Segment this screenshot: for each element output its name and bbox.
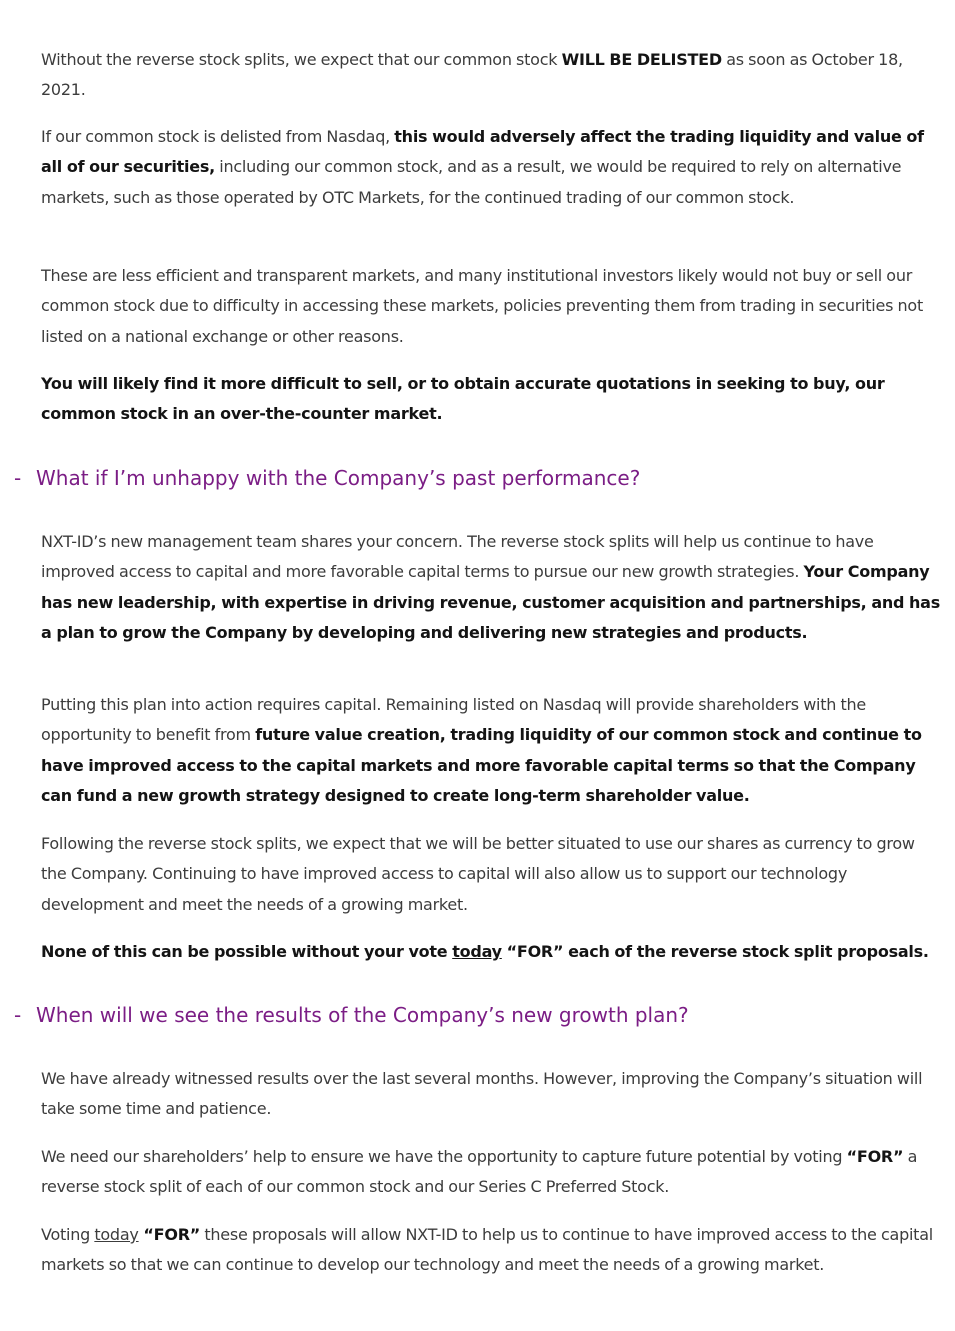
for-emphasis: “FOR”	[846, 1147, 904, 1166]
today-underline: today	[452, 942, 502, 961]
heading-text: What if I’m unhappy with the Company’s past performance?	[36, 466, 641, 490]
capital-plan-paragraph: Putting this plan into action requires capital. Remaining listed on Nasdaq will provide shareholders with the opportunity to benefit from future value creation, trading liquidity of our common stock and continue to have improved access to the capital markets and more favorable capital terms so that the Company can fund a new growth strategy designed to create long-term shareholder value.	[41, 695, 922, 805]
value-creation-emphasis: future value creation, trading liquidity of our common stock and continue to have improved access to the capital markets and more favorable capital terms so that the Company can fund a new growth strategy designed to create long-term shareholder value.	[41, 725, 922, 805]
today-underline: today	[94, 1225, 139, 1244]
heading-text: When will we see the results of the Company’s new growth plan?	[36, 1003, 689, 1027]
difficulty-selling-paragraph: You will likely find it more difficult to sell, or to obtain accurate quotations in seeking to buy, our common stock in an over-the-counter market.	[41, 374, 885, 424]
delisted-emphasis: WILL BE DELISTED	[561, 50, 722, 69]
for-emphasis: “FOR”	[138, 1225, 201, 1244]
voting-today-paragraph: Voting today “FOR” these proposals will allow NXT-ID to help us to continue to have improved access to the capital markets so that we can continue to develop our technology and meet the needs of a growing market.	[41, 1225, 933, 1275]
delisting-impact-paragraph: If our common stock is delisted from Nasdaq, this would adversely affect the trading liquidity and value of all of our securities, including our common stock, and as a result, we would be required to rely on alternative markets, such as those operated by OTC Markets, for the continued trading of our common stock.	[41, 127, 924, 207]
shareholder-help-paragraph: We need our shareholders’ help to ensure we have the opportunity to capture future potential by voting “FOR” a reverse stock split of each of our common stock and our Series C Preferred Stock.	[41, 1147, 918, 1197]
impact-emphasis: this would adversely affect the trading liquidity and value of all of our securities,	[41, 127, 924, 177]
results-paragraph: We have already witnessed results over the last several months. However, improving the Company’s situation will take some time and patience.	[41, 1069, 923, 1119]
heading-dash: -	[14, 466, 22, 490]
otc-markets-paragraph: These are less efficient and transparent markets, and many institutional investors likely would not buy or sell our common stock due to difficulty in accessing these markets, policies preventing them from trading in securities not listed on a national exchange or other reasons.	[41, 266, 923, 346]
growth-currency-paragraph: Following the reverse stock splits, we expect that we will be better situated to use our shares as currency to grow the Company. Continuing to have improved access to capital will also allow us to support our technology development and meet the needs of a growing market.	[41, 834, 915, 914]
delisting-warning-paragraph: Without the reverse stock splits, we expect that our common stock WILL BE DELISTED as soon as October 18, 2021.	[41, 50, 903, 100]
heading-dash: -	[14, 1003, 22, 1027]
management-paragraph: NXT-ID’s new management team shares your concern. The reverse stock splits will help us continue to have improved access to capital and more favorable capital terms to pursue our new growth strategies. Your Company has new leadership, with expertise in driving revenue, customer acquisition and partnerships, and has a plan to grow the Company by developing and delivering new strategies and products.	[41, 532, 940, 642]
leadership-emphasis: Your Company has new leadership, with expertise in driving revenue, customer acquisition and partnerships, and has a plan to grow the Company by developing and delivering new strategies and products.	[41, 562, 940, 642]
vote-call-paragraph: None of this can be possible without your vote today “FOR” each of the reverse stock split proposals.	[41, 942, 929, 961]
